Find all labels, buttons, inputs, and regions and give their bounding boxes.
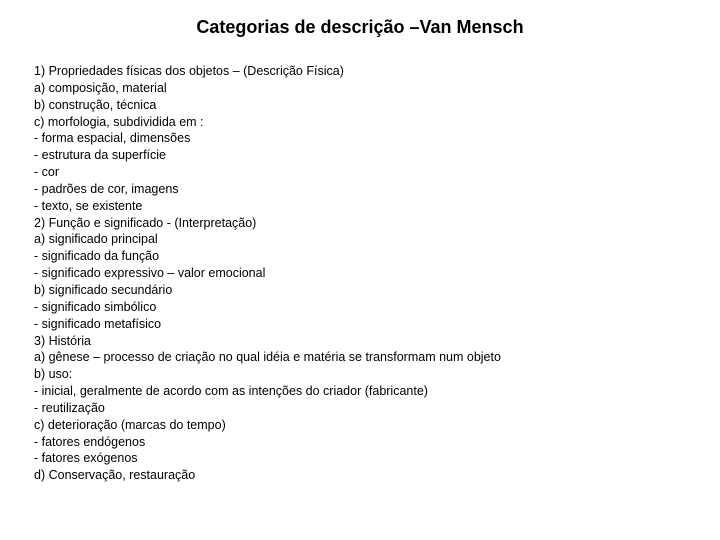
- text-line: b) construção, técnica: [34, 97, 157, 112]
- text-body: [34, 63, 501, 484]
- text-line: a) composição, material: [34, 80, 167, 95]
- text-line: - significado da função: [34, 249, 160, 264]
- text-line: - padrões de cor, imagens: [34, 181, 179, 196]
- text-line: - reutilização: [34, 400, 105, 415]
- text-line: - fatores endógenos: [34, 434, 146, 449]
- text-line: d) Conservação, restauração: [34, 468, 196, 483]
- text-line: a) significado principal: [34, 232, 158, 247]
- text-line: a) gênese – processo de criação no qual idéia e matéria se transformam num objeto: [34, 350, 501, 365]
- text-line: b) significado secundário: [34, 282, 173, 297]
- text-line: - cor: [34, 165, 59, 180]
- text-line: b) uso:: [34, 367, 73, 382]
- text-line: - significado metafísico: [34, 316, 162, 331]
- text-line: - estrutura da superfície: [34, 148, 167, 163]
- text-line: c) deterioração (marcas do tempo): [34, 417, 226, 432]
- text-line: - significado expressivo – valor emocional: [34, 266, 266, 281]
- text-line: 1) Propriedades físicas dos objetos – (Descrição Física): [34, 64, 344, 78]
- text-line: - forma espacial, dimensões: [34, 131, 191, 146]
- text-line: - inicial, geralmente de acordo com as intenções do criador (fabricante): [34, 384, 428, 399]
- text-line: c) morfologia, subdividida em :: [34, 114, 204, 129]
- text-line: - texto, se existente: [34, 198, 143, 213]
- text-line: - significado simbólico: [34, 299, 157, 314]
- text-line: 2) Função e significado - (Interpretação): [34, 215, 257, 230]
- text-line: 3) História: [34, 333, 91, 348]
- text-line: - fatores exógenos: [34, 451, 138, 466]
- slide-title: Categorias de descrição –Van Mensch: [196, 17, 524, 37]
